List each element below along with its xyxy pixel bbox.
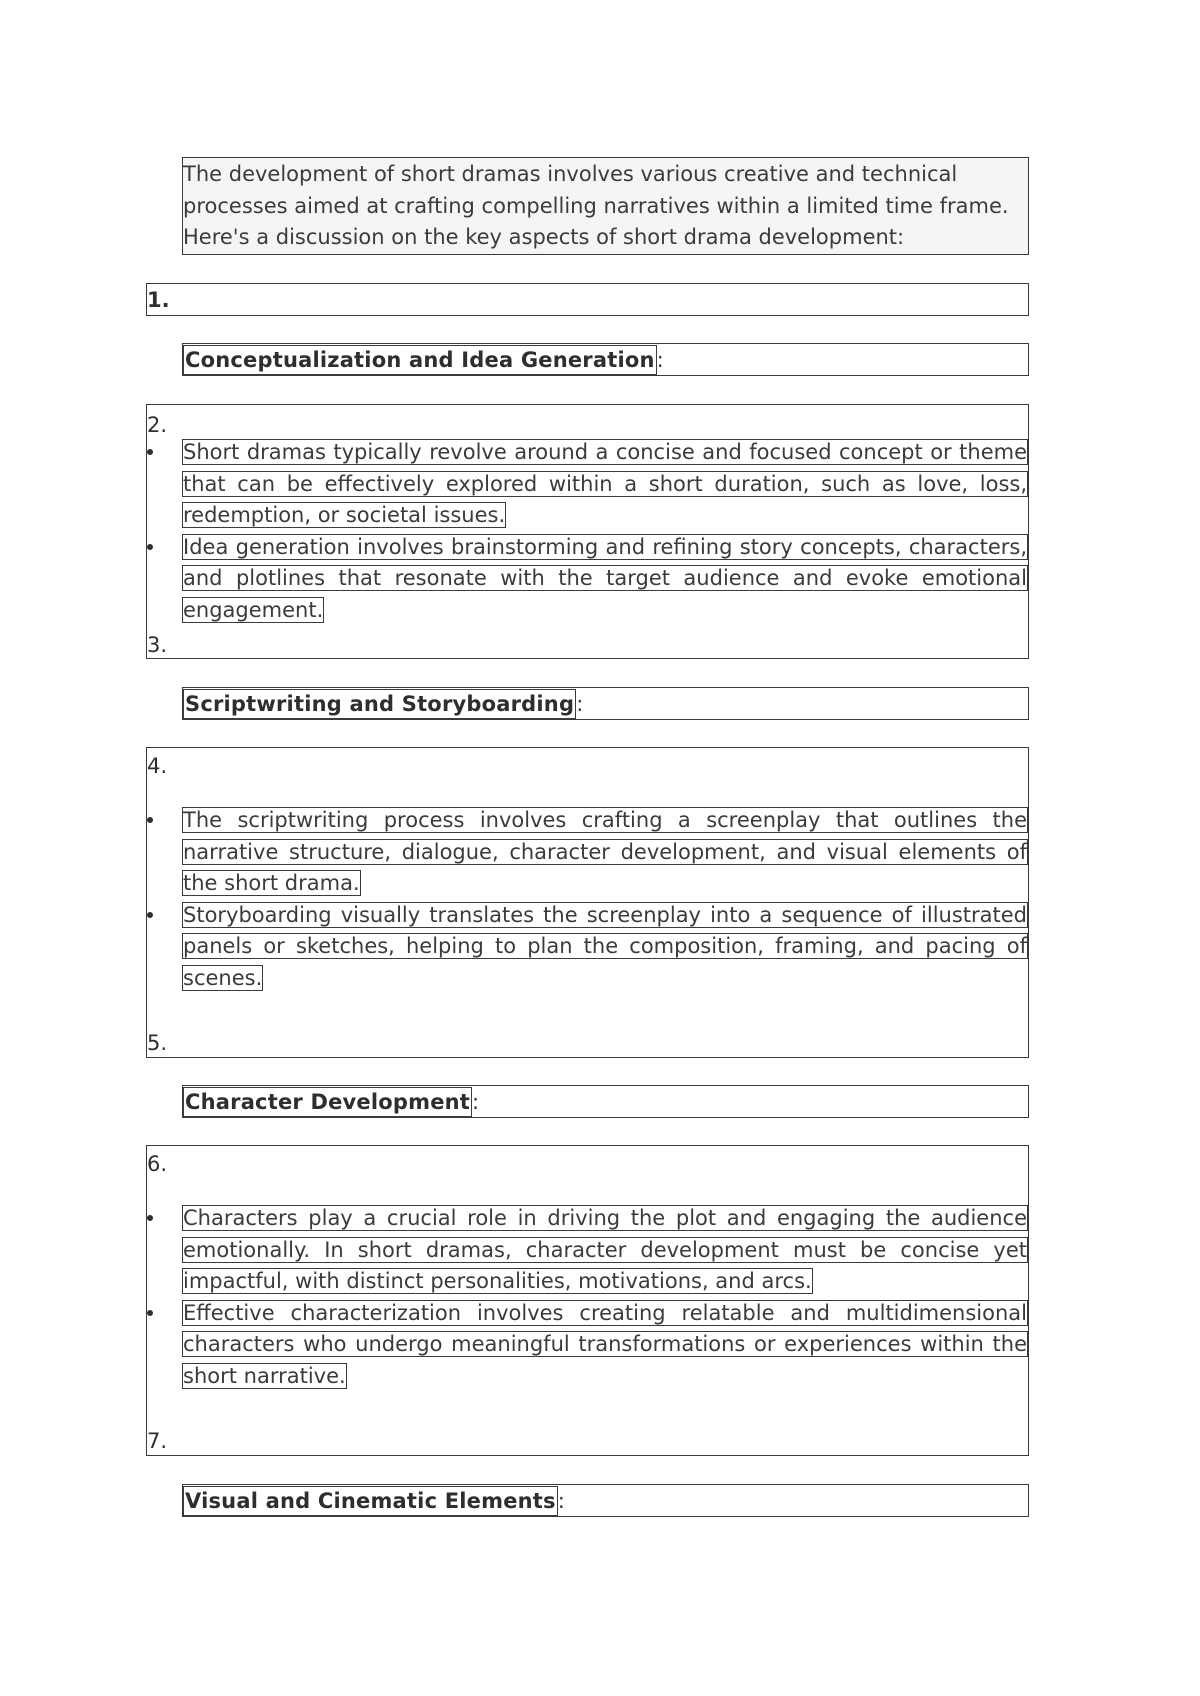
bullet-text: Idea generation involves brainstorming and refining story concepts, characters, and plotlines that resonate with the target audience and evoke emotional engagement. [183,534,1027,622]
heading-text: Visual and Cinematic Elements [183,1486,558,1516]
bullet-list [147,805,1027,994]
heading-colon: : [472,1090,480,1114]
bullet-item [147,900,1027,995]
section-heading-conceptualization [182,343,1029,376]
bullet-list [147,1203,1027,1392]
bullet-list [147,437,1027,626]
heading-colon: : [557,1489,565,1513]
heading-text: Conceptualization and Idea Generation [183,345,657,375]
section-heading-visual-cinematic [182,1484,1029,1517]
bullet-item [147,437,1027,532]
section-heading-character-development [182,1085,1029,1118]
list-number-row-1 [146,283,1029,316]
bullet-text: The scriptwriting process involves crafting a screenplay that outlines the narrative structure, dialogue, character development, and visual elements of the short drama. [183,808,1027,895]
bullet-dot-icon [147,912,153,918]
intro-paragraph: The development of short dramas involves various creative and technical processes aimed at crafting compelling narratives within a limited time frame. Here's a discussion on the key aspects of short drama development: [182,157,1029,255]
heading-text: Character Development [183,1087,472,1117]
section-character-development-body [146,1145,1029,1456]
heading-colon: : [656,348,664,372]
bullet-dot-icon [147,817,153,823]
bullet-text: Effective characterization involves creating relatable and multidimensional characters who undergo meaningful transformations or experiences within the short narrative. [183,1300,1027,1388]
bullet-item [147,532,1027,627]
list-number: 4. [147,754,168,778]
list-number: 3. [147,633,168,657]
bullet-text: Characters play a crucial role in driving the plot and engaging the audience emotionally. In short dramas, character development must be concise yet impactful, with distinct personalities, motivations, and arcs. [183,1206,1027,1293]
bullet-dot-icon [147,544,153,550]
bullet-dot-icon [147,449,153,455]
list-number: 6. [147,1152,168,1176]
bullet-dot-icon [147,1215,153,1221]
heading-text: Scriptwriting and Storyboarding [183,689,576,719]
list-number: 2. [147,413,168,437]
list-number: 7. [147,1429,168,1453]
section-scriptwriting-body [146,747,1029,1058]
bullet-dot-icon [147,1310,153,1316]
list-number: 5. [147,1031,168,1055]
bullet-item [147,805,1027,900]
bullet-item [147,1298,1027,1393]
bullet-item [147,1203,1027,1298]
bullet-text: Storyboarding visually translates the screenplay into a sequence of illustrated panels or sketches, helping to plan the composition, framing, and pacing of scenes. [183,902,1027,990]
section-heading-scriptwriting [182,687,1029,720]
heading-colon: : [576,692,584,716]
section-conceptualization-body [146,404,1029,659]
list-number: 1. [147,288,170,312]
bullet-text: Short dramas typically revolve around a concise and focused concept or theme that can be effectively explored within a short duration, such as love, loss, redemption, or societal issues. [183,440,1027,527]
